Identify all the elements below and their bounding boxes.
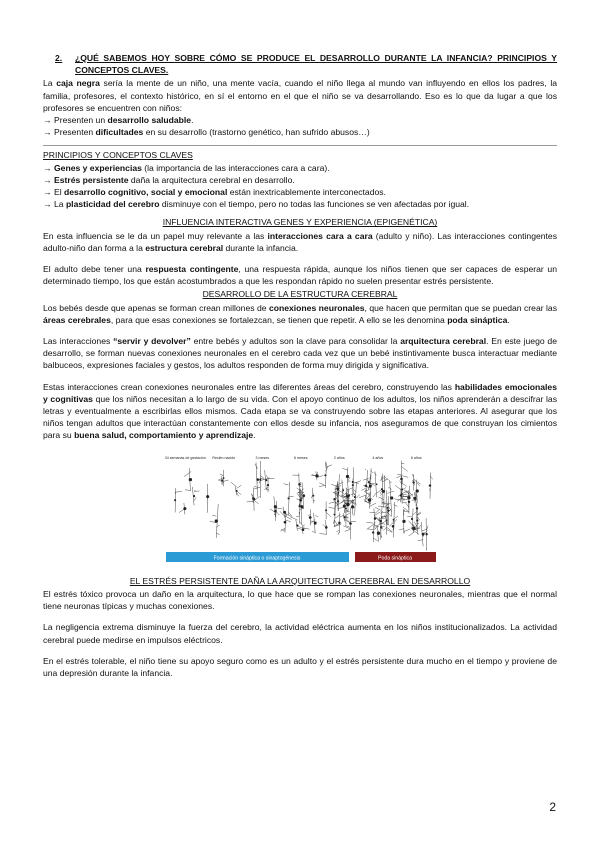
document-page bbox=[43, 52, 557, 679]
stage-label: 4 años bbox=[371, 455, 383, 460]
principle-item: → Genes y experiencias (la importancia de las interacciones cara a cara). bbox=[43, 162, 330, 173]
neuron-illustration bbox=[158, 453, 443, 566]
intro-paragraph: La caja negra sería la mente de un niño, una mente vacía, cuando el niño llega al mundo van influyendo en ellos los padres, la familia, profesores, el contexto histórico, en sí el entorno en el que el niño se va desarrollando. Eso es lo que da lugar a que los profesores se encuentren con niños: bbox=[43, 78, 558, 113]
influence-paragraph: En esta influencia se le da un papel muy relevante a las interacciones cara a cara (adulto y niño). Las interacciones contingentes adulto-niño dan forma a la estructura cerebral durante la infancia. bbox=[43, 230, 558, 253]
stage-label: 6 años bbox=[410, 455, 422, 460]
structure-paragraph: Las interacciones “servir y devolver” entre bebés y adultos son la clave para consolidar la arquitectura cerebral. En este juego de desarrollo, se forman nuevas conexiones neuronales en el cerebro cada vez que un bebé instintivamente busca interactuar mediante balbuceos, expresiones faciales y gestos, los adultos responden de forma muy dirigida y significativa. bbox=[43, 336, 557, 371]
synaptogenesis-label: Formación sináptica o sinaptogénesis bbox=[213, 555, 300, 562]
stress-paragraph: La negligencia extrema disminuye la fuerza del cerebro, la actividad eléctrica aumenta en los niños institucionalizados. La actividad cerebral puede medirse en impulsos eléctricos. bbox=[43, 622, 557, 645]
structure-title: DESARROLLO DE LA ESTRUCTURA CEREBRAL bbox=[202, 289, 398, 300]
divider bbox=[43, 145, 557, 146]
structure-paragraph: Estas interacciones crean conexiones neuronales entre las diferentes áreas del cerebro, construyendo las habilidades emocionales y cognitivas que los niños necesitan a lo largo de su vida. Con el apoyo continuo de los adultos, los niños aprenderán a descifrar las letras y eventualmente a escribirlas ellos mismos. Cada etapa se va construyendo sobre las etapas anteriores. Al asegurar que los niños tengan adultos que interactúan constantemente con ellos desde su infancia, nos aseguramos de que construyan los cimientos para su buena salud, comportamiento y aprendizaje. bbox=[43, 381, 557, 441]
stage-label: 2 años bbox=[333, 455, 345, 460]
synapse-development-figure bbox=[158, 453, 443, 566]
pruning-label: Poda sináptica bbox=[377, 555, 412, 562]
principle-item: → Estrés persistente daña la arquitectura cerebral en desarrollo. bbox=[43, 174, 295, 185]
heading-number: 2. bbox=[55, 53, 63, 63]
heading-title: ¿QUÉ SABEMOS HOY SOBRE CÓMO SE PRODUCE EL DESARROLLO DURANTE LA INFANCIA? PRINCIPIOS Y CONCEPTOS CLAVES. bbox=[75, 53, 557, 76]
stress-paragraph: El estrés tóxico provoca un daño en la arquitectura, lo que hace que se rompan las conexiones neuronales, mientras que el normal tiene neuronas típicas y muchas conexiones. bbox=[43, 588, 557, 612]
stage-label: 34 semanas de gestación bbox=[164, 455, 206, 460]
structure-paragraph: Los bebés desde que apenas se forman crean millones de conexiones neuronales, que hacen que permitan que se puedan crear las áreas cerebrales, para que esas conexiones se fortalezcan, se tienen que repetir. A ello se les denomina poda sináptica. bbox=[43, 302, 557, 325]
page-number: 2 bbox=[549, 800, 556, 814]
influence-paragraph: El adulto debe tener una respuesta contingente, una respuesta rápida, aunque los niños tienen que ser capaces de esperar un determinado tiempo, los que están acostumbrados a que les respondan rápido no suelen presentar estrés persistente. bbox=[43, 264, 557, 287]
intro-list-item: → Presenten un desarrollo saludable. bbox=[43, 115, 194, 126]
principle-item: → El desarrollo cognitivo, social y emocional están inextricablemente interconectados. bbox=[43, 187, 386, 198]
stress-title: EL ESTRÉS PERSISTENTE DAÑA LA ARQUITECTURA CEREBRAL EN DESARROLLO bbox=[129, 575, 471, 586]
section-heading bbox=[43, 52, 557, 76]
stage-label: 6 meses bbox=[293, 455, 308, 460]
intro-list-item: → Presenten dificultades en su desarrollo (trastorno genético, han sufrido abusos…) bbox=[43, 127, 370, 138]
stage-label: Recién nacido bbox=[211, 455, 235, 460]
stage-label: 3 meses bbox=[254, 455, 269, 460]
influence-title: INFLUENCIA INTERACTIVA GENES Y EXPERIENCIA (EPIGENÉTICA) bbox=[162, 217, 438, 228]
principle-item: → La plasticidad del cerebro disminuye con el tiempo, pero no todas las funciones se ven afectadas por igual. bbox=[43, 199, 470, 210]
principles-title: PRINCIPIOS Y CONCEPTOS CLAVES bbox=[43, 150, 193, 161]
stress-paragraph: En el estrés tolerable, el niño tiene su apoyo seguro como es un adulto y el estrés persistente dura mucho en el tiempo y proviene de una depresión durante la infancia. bbox=[43, 655, 557, 678]
